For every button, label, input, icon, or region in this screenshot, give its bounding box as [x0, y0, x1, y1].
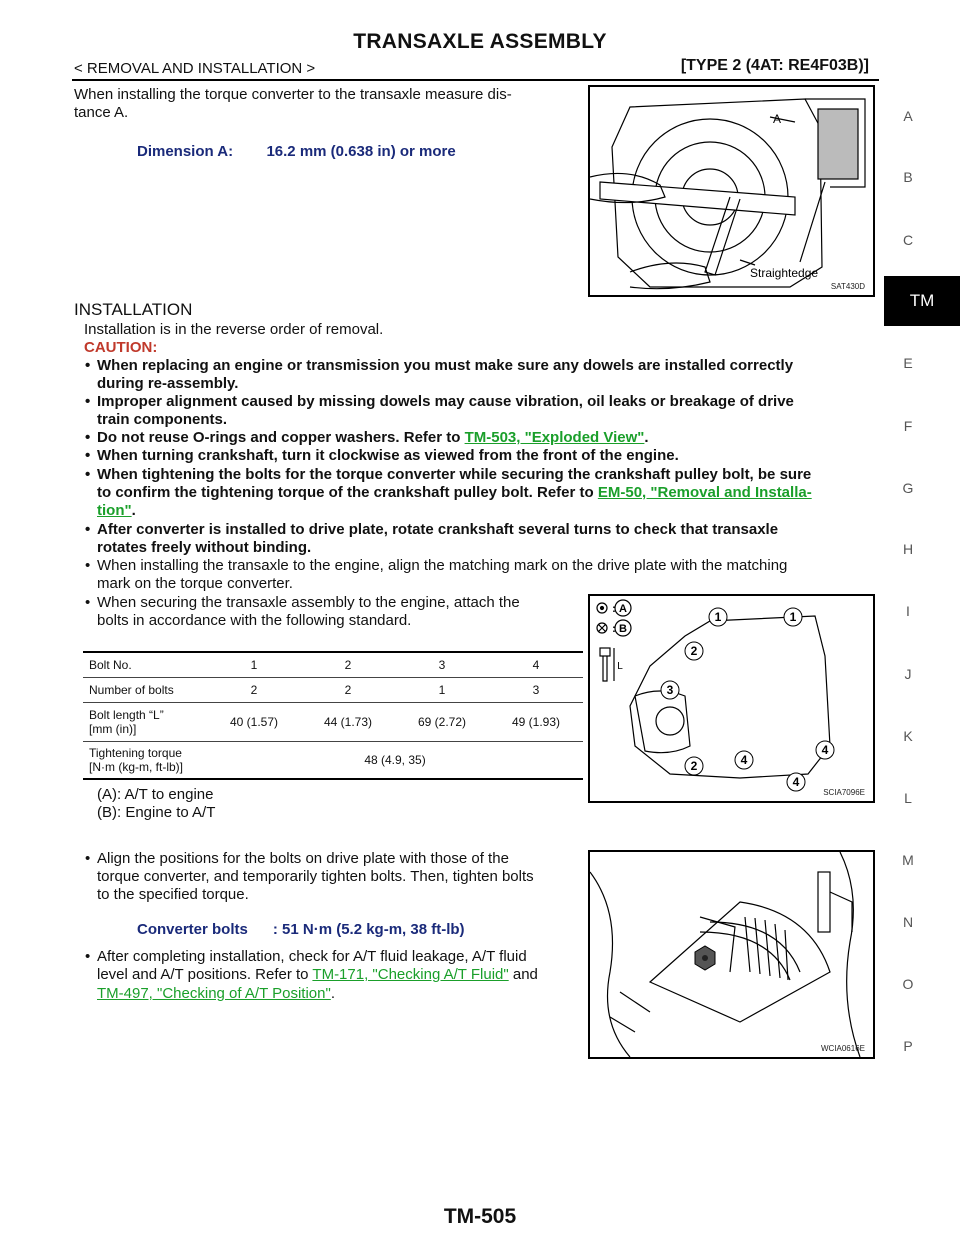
intro-line-1: When installing the torque converter to the transaxle measure dis- [74, 86, 512, 103]
section-label: < REMOVAL AND INSTALLATION > [74, 60, 316, 77]
header-rule [72, 79, 879, 81]
table-cell: 49 (1.93) [489, 703, 583, 742]
side-index-i[interactable]: I [906, 603, 910, 619]
table-cell: 3 [489, 678, 583, 703]
table-row [83, 742, 583, 780]
bolt-label: 1 [789, 610, 797, 624]
link-em-50-cont[interactable]: tion" [97, 502, 132, 519]
table-cell: 40 (1.57) [207, 703, 301, 742]
table-cell: 44 (1.73) [301, 703, 395, 742]
bolt-label: 2 [690, 759, 698, 773]
caution-item-6: • After converter is installed to drive plate, rotate crankshaft several turns to check that transaxle [85, 521, 779, 538]
caution-item-2-cont: train components. [97, 411, 228, 428]
legend-b: (B): Engine to A/T [97, 804, 216, 821]
figure-code: WCIA0616E [820, 1044, 865, 1053]
bolt-label: 4 [740, 753, 748, 767]
align-item-cont2: to the specified torque. [97, 886, 249, 903]
table-cell: 2 [207, 678, 301, 703]
caution-item-1: • When replacing an engine or transmission you must make sure any dowels are installed correctly [85, 357, 794, 374]
link-tm-497[interactable]: TM-497, "Checking of A/T Position" [97, 985, 331, 1002]
side-index-j[interactable]: J [904, 666, 912, 682]
table-cell: Bolt No. [83, 652, 207, 678]
bolt-label: 4 [821, 743, 829, 757]
bolt-positions-illustration [590, 596, 873, 801]
bolt-label: 1 [714, 610, 722, 624]
caution-item-3: • Do not reuse O-rings and copper washers. Refer to TM-503, "Exploded View". [85, 429, 649, 446]
table-cell: 2 [301, 652, 395, 678]
table-cell: Tightening torque [N·m (kg-m, ft-lb)] [83, 742, 207, 780]
align-item-cont: torque converter, and temporarily tighten bolts. Then, tighten bolts [97, 868, 534, 885]
side-index-l[interactable]: L [904, 790, 912, 806]
colon-b: : [612, 623, 616, 635]
label-straightedge: Straightedge [750, 266, 819, 280]
label-a: A [773, 112, 782, 126]
caution-label: CAUTION: [84, 339, 158, 356]
side-index-m[interactable]: M [902, 852, 914, 868]
note-item-1-cont: mark on the torque converter. [97, 575, 293, 592]
side-index-f[interactable]: F [903, 418, 913, 434]
table-cell: 4 [489, 652, 583, 678]
table-cell: Number of bolts [83, 678, 207, 703]
caution-item-6-cont: rotates freely without binding. [97, 539, 312, 556]
figure-converter-bolts [588, 850, 875, 1059]
side-index-a[interactable]: A [903, 108, 913, 124]
bolt-table [83, 651, 583, 780]
table-cell: 3 [395, 652, 489, 678]
figure-code: SAT430D [830, 282, 865, 291]
dimension-spec: Dimension A: 16.2 mm (0.638 in) or more [137, 143, 456, 160]
note-item-2-cont: bolts in accordance with the following standard. [97, 612, 412, 629]
side-index-h[interactable]: H [902, 541, 914, 557]
section-heading: INSTALLATION [74, 300, 193, 319]
colon-a: : [612, 603, 616, 615]
page-number: TM-505 [443, 1205, 517, 1228]
link-em-50[interactable]: EM-50, "Removal and Installa- [597, 484, 812, 501]
table-cell: 48 (4.9, 35) [207, 742, 583, 780]
table-cell: 1 [207, 652, 301, 678]
figure-torque-converter [588, 85, 875, 297]
figure-bolt-positions [588, 594, 875, 803]
converter-bolts-illustration [590, 852, 873, 1057]
converter-bolts-spec: Converter bolts : 51 N·m (5.2 kg-m, 38 ft-lb) [137, 921, 465, 938]
side-index-o[interactable]: O [902, 976, 914, 992]
after-item-cont2: TM-497, "Checking of A/T Position". [97, 985, 335, 1002]
table-cell: Bolt length “L” [mm (in)] [83, 703, 207, 742]
marker-b: B [619, 623, 627, 635]
table-row [83, 652, 583, 678]
bolt-label: 4 [792, 775, 800, 789]
installation-intro: Installation is in the reverse order of removal. [84, 321, 384, 338]
type-label: [TYPE 2 (4AT: RE4F03B)] [680, 57, 869, 74]
caution-item-2: • Improper alignment caused by missing dowels may cause vibration, oil leaks or breakage of drive [85, 393, 794, 410]
table-cell: 1 [395, 678, 489, 703]
bolt-label: 2 [690, 644, 698, 658]
align-item: • Align the positions for the bolts on drive plate with those of the [85, 850, 509, 867]
caution-item-5-cont: to confirm the tightening torque of the crankshaft pulley bolt. Refer to EM-50, "Removal and Installa- [97, 484, 812, 501]
side-index-p[interactable]: P [903, 1038, 913, 1054]
caution-item-5-cont2: tion". [97, 502, 136, 519]
link-tm-171[interactable]: TM-171, "Checking A/T Fluid" [312, 966, 509, 983]
side-index-g[interactable]: G [902, 480, 914, 496]
intro-line-2: tance A. [74, 104, 129, 121]
side-index-n[interactable]: N [902, 914, 914, 930]
side-index-c[interactable]: C [902, 232, 914, 248]
caution-item-5: • When tightening the bolts for the torque converter while securing the crankshaft pulley bolt, be sure [85, 466, 812, 483]
bolt-label: 3 [666, 683, 674, 697]
table-cell: 2 [301, 678, 395, 703]
link-tm-503[interactable]: TM-503, "Exploded View" [464, 429, 645, 446]
length-label: L [617, 661, 623, 672]
table-row [83, 703, 583, 742]
note-item-2: • When securing the transaxle assembly to the engine, attach the [85, 594, 520, 611]
after-item: • After completing installation, check for A/T fluid leakage, A/T fluid [85, 948, 527, 965]
caution-item-1-cont: during re-assembly. [97, 375, 239, 392]
note-item-1: • When installing the transaxle to the engine, align the matching mark on the drive plate with the matching [85, 557, 788, 574]
page-title: TRANSAXLE ASSEMBLY [353, 30, 607, 53]
torque-converter-illustration [590, 87, 873, 295]
marker-a: A [619, 603, 627, 615]
table-cell: 69 (2.72) [395, 703, 489, 742]
table-row [83, 678, 583, 703]
side-index-b[interactable]: B [903, 169, 913, 185]
figure-code: SCIA7096E [823, 788, 865, 797]
after-item-cont: level and A/T positions. Refer to TM-171, "Checking A/T Fluid" and [97, 966, 538, 983]
caution-item-4: • When turning crankshaft, turn it clockwise as viewed from the front of the engine. [85, 447, 679, 464]
legend-a: (A): A/T to engine [97, 786, 214, 803]
side-index-tm[interactable]: TM [884, 276, 960, 326]
side-index-k[interactable]: K [903, 728, 913, 744]
side-index-e[interactable]: E [903, 355, 913, 371]
